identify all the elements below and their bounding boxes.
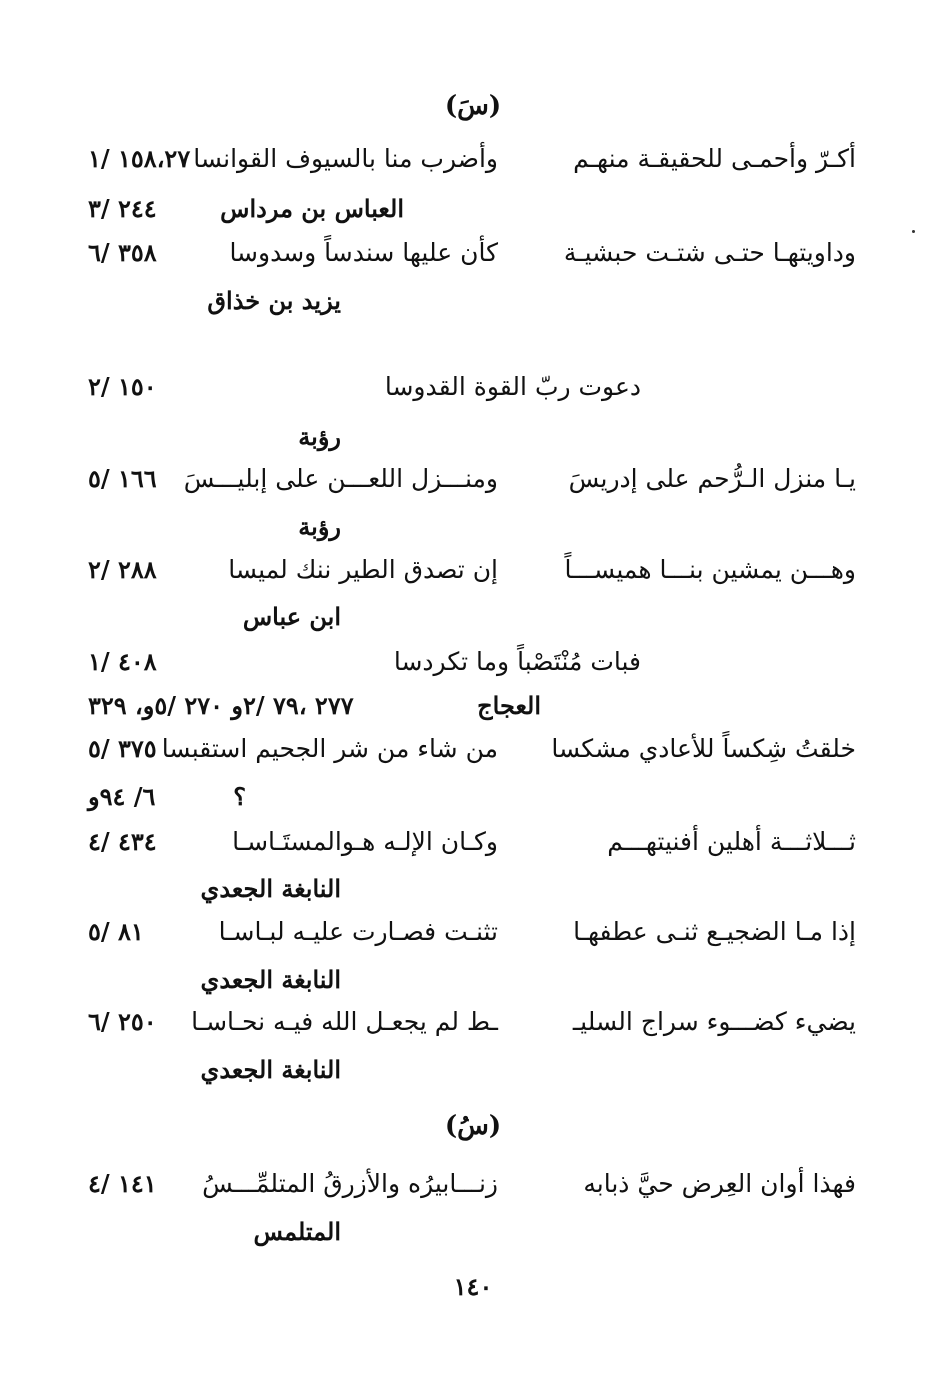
verse-reference: ١٥٠ /٢ [88,372,157,401]
poet-name: المتلمس [253,1217,341,1246]
poet-name: يزيد بن خذاق [207,286,341,315]
verse-reference: ٦/ ٩٤و [88,782,156,811]
verse-reference: ١٤١ /٤ [88,1169,157,1198]
section-heading-sin-damma: (سُ) [444,1111,502,1141]
verse-reference: ٢٤٤ /٣ [88,194,157,223]
verse-reference: ٢٧٧ ،٧٩ /٢و ٢٧٠ /٥و، ٣٢٩ [88,691,354,720]
poet-name: النابغة الجعدي [200,1055,341,1084]
verse-reference: ٤٣٤ /٤ [88,827,157,856]
poet-name: رؤبة [298,512,341,541]
verse-reference: ٤٠٨ /١ [88,647,157,676]
poet-name: العجاج [477,691,541,720]
verse-hemistich-2: زنـــابيرُه والأزرقُ المتلمِّـــسُ [202,1169,498,1198]
verse-reference: ٢٨٨ /٢ [88,555,157,584]
poet-name: ابن عباس [242,602,341,631]
verse-hemistich-2: ومنـــزل اللعـــن على إبليـــسَ [183,464,498,493]
verse-single: دعوت ربّ القوة القدوسا [384,372,641,401]
verse-hemistich-1: يـا منزل الـرُّحم على إدريسَ [568,464,856,493]
verse-hemistich-1: يضيء كضـــوء سراج السليـ [572,1007,856,1036]
verse-reference: ١٥٨،٢٧ /١ [88,144,191,173]
verse-reference: ٢٥٠ /٦ [88,1007,157,1036]
verse-hemistich-2: إن تصدق الطير ننك لميسا [228,555,498,584]
poet-name: النابغة الجعدي [200,965,341,994]
poet-name: العباس بن مرداس [220,194,404,223]
verse-hemistich-1: إذا مـا الضجيـع ثنـى عطفهـا [573,917,856,946]
verse-hemistich-2: تثنـت فصـارت عليـه لبـاسـا [218,917,498,946]
verse-hemistich-2: وكـان الإلـه هـوالمستَـاسـا [232,827,498,856]
section-heading-sin-fatha: (سَ) [444,91,502,121]
verse-single: فبات مُنْتَصْباً وما تكردسا [393,647,641,676]
poet-name: النابغة الجعدي [200,874,341,903]
verse-hemistich-1: وهـــن يمشين بنـــا هميســـاً [564,555,856,584]
poet-name: ؟ [233,782,246,811]
verse-reference: ٨١ /٥ [88,917,144,946]
margin-dot [912,230,915,233]
verse-hemistich-1: أكـرّ وأحمـى للحقيقـة منهـم [573,144,856,173]
verse-hemistich-2: كأن عليها سندساً وسدوسا [229,238,498,267]
verse-hemistich-1: وداويتهـا حتـى شتـت حبشيـة [563,238,856,267]
verse-hemistich-1: خلقتُ شِكساً للأعادي مشكسا [551,734,856,763]
verse-reference: ٣٧٥ /٥ [88,734,157,763]
poet-name: رؤبة [298,422,341,451]
verse-hemistich-2: من شاء من شر الجحيم استقبسا [161,734,498,763]
verse-hemistich-1: فهذا أوان العِرض حيَّ ذبابه [583,1169,856,1198]
verse-reference: ٣٥٨ /٦ [88,238,157,267]
verse-hemistich-1: ثـــلاثـــة أهلين أفنيتهـــم [607,827,856,856]
page-number: ١٤٠ [453,1272,493,1301]
verse-reference: ١٦٦ /٥ [88,464,157,493]
verse-hemistich-2: وأضرب منا بالسيوف القوانسا [193,144,498,173]
verse-hemistich-2: ـط لم يجعـل الله فيـه نحـاسـا [191,1007,498,1036]
